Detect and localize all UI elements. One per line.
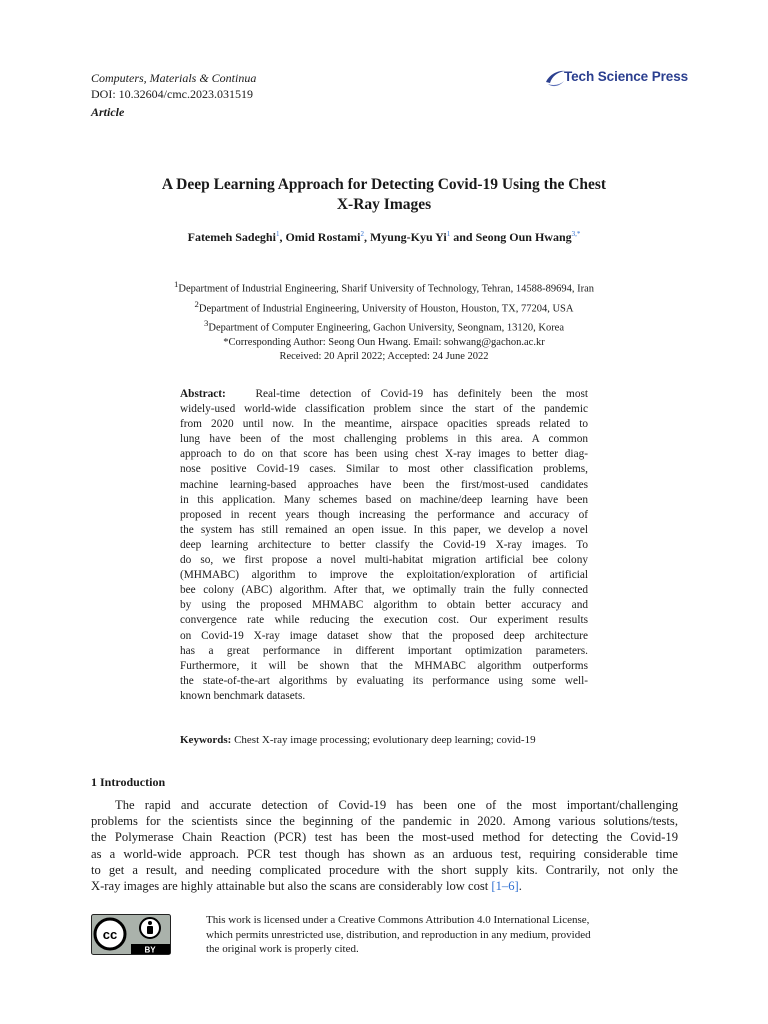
abstract-line: do so, we first propose a novel multi-habitat migration artificial bee colony [180, 554, 588, 567]
intro-text: X-ray images are highly attainable but also the scans are considerably low cost [91, 878, 492, 893]
intro-line: the Polymerase Chain Reaction (PCR) test has been the most-used method for detecting the Covid-19 [91, 830, 678, 845]
keywords-label: Keywords: [180, 734, 232, 746]
affiliation-line [0, 316, 768, 336]
title-line-1: A Deep Learning Approach for Detecting Covid-19 Using the Chest [161, 176, 607, 193]
abstract-line: on Covid-19 X-ray image dataset show that the proposed deep architecture [180, 629, 588, 642]
abstract-line: bee colony (ABC) algorithm. After that, we optimally train the fully connected [180, 584, 588, 597]
affiliation-text: Department of Industrial Engineering, University of Houston, Houston, TX, 77204, USA [198, 303, 574, 315]
abstract-line: the state-of-the-art algorithms by evaluating its performance using some well- [180, 674, 588, 687]
abstract-line: lung have been of the most challenging problems in this area. A common [180, 433, 588, 446]
abstract-line: machine learning-based approaches have been the first/most-used candidates [180, 478, 588, 491]
doi: DOI: 10.32604/cmc.2023.031519 [91, 87, 253, 101]
intro-line: as a world-wide approach. PCR test though has shown as an arduous test, requiring considerable time [91, 846, 678, 861]
received-dates: Received: 20 April 2022; Accepted: 24 June 2022 [279, 351, 489, 363]
abstract-line: widely-used world-wide classification problem since the start of the pandemic [180, 403, 588, 416]
publisher-swoosh-icon [544, 67, 566, 91]
corresponding-author: *Corresponding Author: Seong Oun Hwang. Email: sohwang@gachon.ac.kr [223, 337, 545, 349]
abstract-line: (MHMABC) algorithm to improve the exploitation/exploration of artificial [180, 569, 588, 582]
title-line-2: X-Ray Images [336, 196, 432, 213]
publisher-name: Tech Science Press [564, 69, 689, 84]
cc-by-icon [91, 914, 171, 955]
abstract-line: the system has still remained an open issue. In this paper, we develop a novel [180, 523, 588, 536]
affiliations [0, 277, 768, 365]
license-line: which permits unrestricted use, distribution, and reproduction in any medium, provided [206, 928, 591, 941]
license-line: This work is licensed under a Creative Commons Attribution 4.0 International License, [206, 914, 590, 926]
cc-by-badge[interactable] [91, 914, 171, 955]
abstract-line: nose positive Covid-19 cases. Similar to most other classification problems, [180, 463, 588, 476]
author-affiliation-marker[interactable]: 3,* [571, 230, 581, 238]
abstract-line: deep learning architecture to better classify the Covid-19 X-ray images. To [180, 538, 588, 551]
author-list [0, 229, 768, 245]
abstract-line: convergence rate while reducing the execution cost. Our experiment results [180, 614, 588, 627]
author-name: Myung-Kyu Yi [369, 230, 447, 244]
abstract-line [180, 387, 588, 402]
abstract-line: known benchmark datasets. [180, 689, 306, 702]
affiliation-marker: 2 [194, 298, 199, 309]
abstract-line: in this application. Many schemes based on machine/deep learning have been [180, 493, 588, 506]
by-label: BY [144, 945, 156, 955]
author-name: Omid Rostami [285, 230, 361, 244]
affiliation-marker: 3 [203, 318, 209, 329]
cc-glyph: cc [102, 927, 118, 942]
author-affiliation-marker[interactable]: 2 [360, 230, 364, 238]
license-line: the original work is properly cited. [206, 943, 359, 955]
affiliation-marker: 1 [174, 279, 179, 289]
journal-name: Computers, Materials & Continua [91, 71, 257, 85]
paper-title [0, 175, 768, 215]
abstract [180, 387, 588, 704]
author-affiliation-marker[interactable]: 1 [275, 230, 280, 238]
affiliation-text: Department of Industrial Engineering, Sharif University of Technology, Tehran, 14588-89694, Iran [178, 283, 594, 295]
affiliation-line [0, 277, 768, 297]
introduction-body [91, 797, 678, 894]
citation-link[interactable]: [1–6] [491, 878, 519, 893]
abstract-line: approach to do on that score has been using chest X-ray images to better diag- [180, 448, 588, 461]
intro-line: problems for the scientists since the beginning of the pandemic in 2020. Among various solutions/tests, [91, 814, 678, 829]
abstract-text: Real-time detection of Covid-19 has definitely been the most [255, 388, 588, 400]
intro-period: . [518, 878, 522, 893]
abstract-line: from 2020 until now. In the meantime, airspace opacities spreads related to [180, 418, 588, 431]
intro-line [91, 878, 678, 894]
author-separator: , [279, 230, 286, 244]
author-name: Fatemeh Sadeghi [187, 230, 276, 244]
abstract-line: Furthermore, it will be shown that the MHMABC algorithm outperforms [180, 659, 588, 672]
section-heading: 1 Introduction [91, 775, 166, 789]
abstract-line: proposed in recent years though increasing the performance and accuracy of [180, 508, 588, 521]
abstract-line: by using the proposed MHMABC algorithm to obtain better accuracy and [180, 599, 588, 612]
author-separator: , [363, 230, 370, 244]
author-separator: and [450, 230, 476, 244]
abstract-label: Abstract: [180, 388, 226, 400]
abstract-line: has a great performance in different important optimization parameters. [180, 644, 588, 657]
publisher-logo[interactable] [544, 67, 689, 91]
keywords [180, 733, 600, 748]
article-type: Article [91, 105, 125, 119]
author-affiliation-marker[interactable]: 1 [446, 230, 451, 238]
intro-line: to get a result, and needing complicated procedure with the short supply kits. Contrarily, not only the [91, 862, 678, 877]
affiliation-line [0, 297, 768, 317]
affiliation-text: Department of Computer Engineering, Gachon University, Seongnam, 13120, Korea [208, 322, 565, 334]
keywords-text: Chest X-ray image processing; evolutionary deep learning; covid-19 [234, 734, 536, 746]
author-name: Seong Oun Hwang [475, 230, 572, 244]
license-notice [206, 913, 678, 957]
intro-line: The rapid and accurate detection of Covid-19 has been one of the most important/challenging [115, 798, 678, 812]
